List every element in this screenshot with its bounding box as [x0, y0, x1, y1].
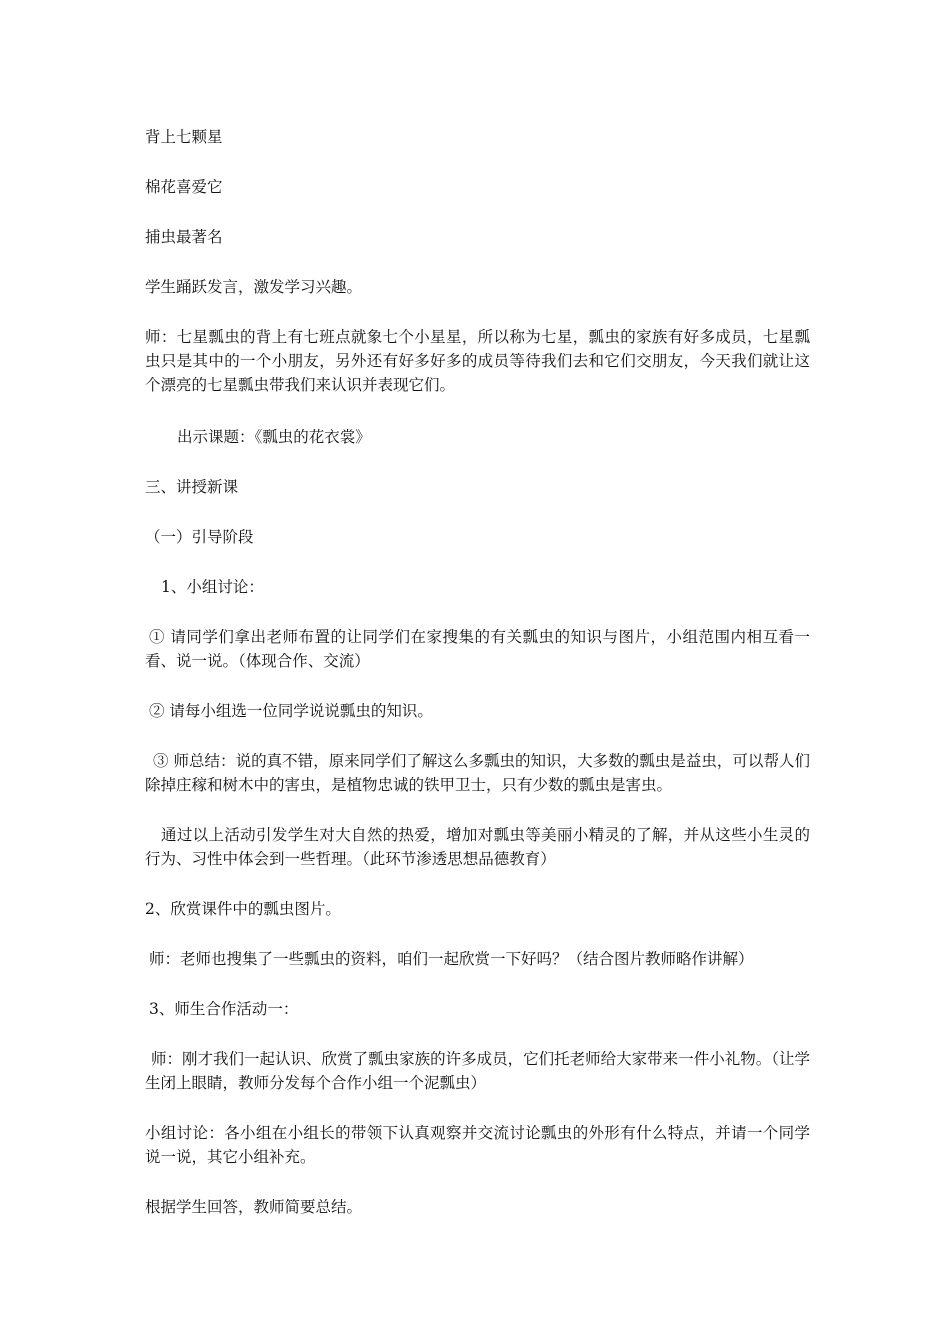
paragraph-teacher-summary: 根据学生回答，教师简要总结。 — [145, 1198, 363, 1216]
paragraph-activity-summary: 通过以上活动引发学生对大自然的热爱，增加对瓢虫等美丽小精灵的了解，并从这些小生灵的行为、习性中体会到一些哲理。（此环节渗透思想品德教育） — [145, 826, 810, 868]
step-heading: 1、小组讨论： — [161, 578, 264, 596]
step-heading: 2、欣赏课件中的瓢虫图片。 — [145, 900, 341, 918]
paragraph-teacher-intro: 师：七星瓢虫的背上有七班点就象七个小星星，所以称为七星，瓢虫的家族有好多成员，七星瓢虫只是其中的一个小朋友，另外还有好多好多的成员等待我们去和它们交朋友，今天我们就让这个漂亮的七星瓢虫带我们来认识并表现它们。 — [145, 328, 810, 394]
paragraph-poem-line-3: 捕虫最著名 — [145, 228, 223, 246]
paragraph-item-1: ① 请同学们拿出老师布置的让同学们在家搜集的有关瓢虫的知识与图片，小组范围内相互看一看、说一说。（体现合作、交流） — [145, 628, 810, 670]
paragraph-item-2: ② 请每小组选一位同学说说瓢虫的知识。 — [149, 702, 433, 720]
paragraph-poem-line-1: 背上七颗星 — [145, 128, 223, 146]
paragraph-item-3: ③ 师总结：说的真不错，原来同学们了解这么多瓢虫的知识，大多数的瓢虫是益虫，可以帮人们除掉庄稼和树木中的害虫，是植物忠诚的铁甲卫士，只有少数的瓢虫是害虫。 — [145, 752, 810, 794]
paragraph-group-discussion: 小组讨论：各小组在小组长的带领下认真观察并交流讨论瓢虫的外形有什么特点，并请一个同学说一说，其它小组补充。 — [145, 1124, 810, 1166]
section-heading: 三、讲授新课 — [145, 478, 239, 496]
subsection-heading: （一）引导阶段 — [145, 528, 254, 546]
paragraph-poem-line-2: 棉花喜爱它 — [145, 178, 223, 196]
step-heading: 3、师生合作活动一： — [149, 1000, 299, 1018]
paragraph-teacher-gift: 师：刚才我们一起认识、欣赏了瓢虫家族的许多成员，它们托老师给大家带来一件小礼物。（让学生闭上眼睛，教师分发每个合作小组一个泥瓢虫） — [145, 1050, 810, 1092]
paragraph-student-response: 学生踊跃发言，激发学习兴趣。 — [145, 278, 363, 296]
paragraph-teacher-share: 师：老师也搜集了一些瓢虫的资料，咱们一起欣赏一下好吗？（结合图片教师略作讲解） — [149, 950, 754, 968]
paragraph-lesson-title: 出示课题：《瓢虫的花衣裳》 — [177, 428, 371, 446]
